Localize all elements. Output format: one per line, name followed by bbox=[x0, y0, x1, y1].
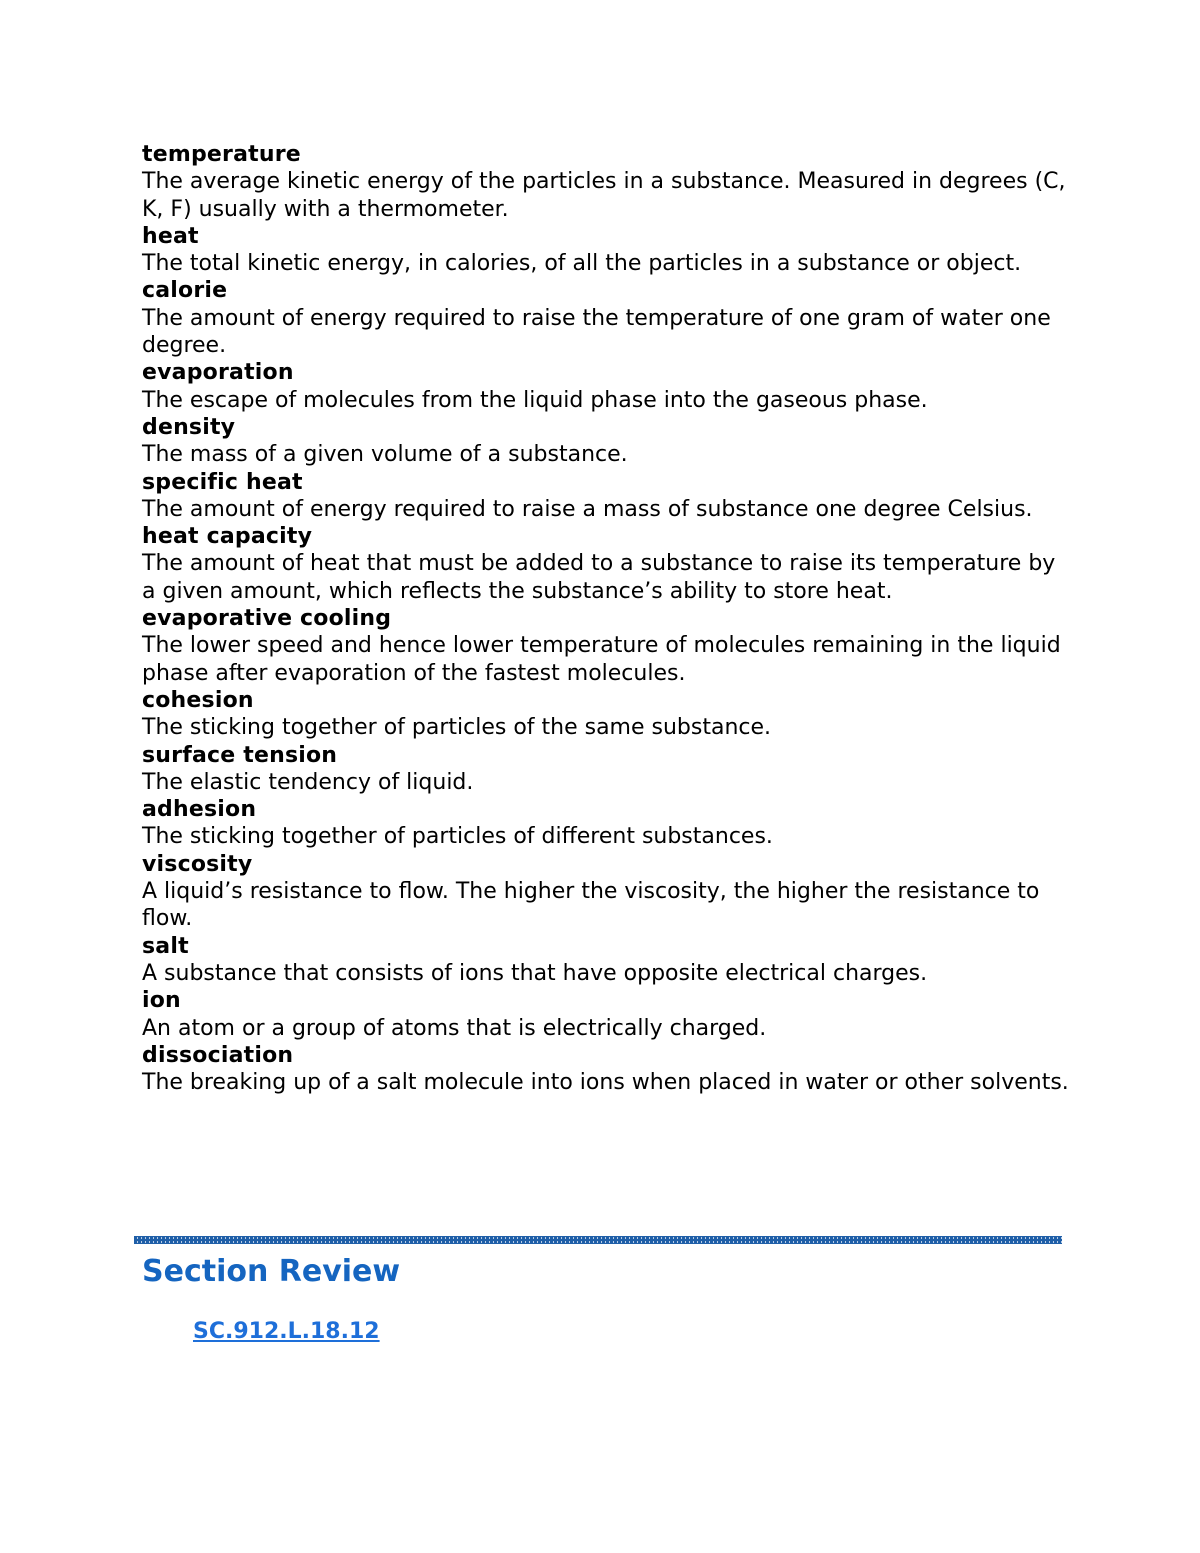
glossary-list bbox=[142, 141, 1072, 1096]
glossary-definition: An atom or a group of atoms that is electrically charged. bbox=[142, 1015, 767, 1041]
glossary-entry bbox=[142, 277, 1072, 359]
glossary-entry bbox=[142, 141, 1072, 223]
glossary-term: adhesion bbox=[142, 797, 257, 823]
glossary-entry bbox=[142, 987, 1072, 1042]
glossary-definition: The lower speed and hence lower temperature of molecules remaining in the liquid phase after evaporation of the fastest molecules. bbox=[142, 633, 1061, 686]
glossary-term: heat capacity bbox=[142, 524, 313, 550]
glossary-term: temperature bbox=[142, 142, 301, 167]
glossary-term: surface tension bbox=[142, 742, 338, 768]
glossary-term: ion bbox=[142, 988, 181, 1014]
glossary-definition: The sticking together of particles of the same substance. bbox=[142, 715, 772, 741]
glossary-definition: The breaking up of a salt molecule into ions when placed in water or other solvents. bbox=[142, 1070, 1069, 1096]
section-divider bbox=[134, 1236, 1062, 1244]
glossary-entry bbox=[142, 933, 1072, 988]
glossary-definition: A substance that consists of ions that have opposite electrical charges. bbox=[142, 960, 928, 986]
glossary-entry bbox=[142, 414, 1072, 469]
glossary-entry bbox=[142, 523, 1072, 605]
glossary-entry bbox=[142, 687, 1072, 742]
glossary-entry bbox=[142, 1042, 1072, 1097]
glossary-entry bbox=[142, 359, 1072, 414]
glossary-term: evaporative cooling bbox=[142, 606, 392, 632]
glossary-definition: A liquid’s resistance to flow. The higher the viscosity, the higher the resistance to flow. bbox=[142, 879, 1040, 932]
glossary-term: specific heat bbox=[142, 469, 303, 495]
glossary-page bbox=[142, 141, 1072, 1096]
glossary-definition: The sticking together of particles of different substances. bbox=[142, 824, 773, 850]
glossary-term: salt bbox=[142, 933, 189, 959]
glossary-definition: The amount of energy required to raise a mass of substance one degree Celsius. bbox=[142, 496, 1033, 522]
glossary-definition: The elastic tendency of liquid. bbox=[142, 769, 474, 795]
glossary-entry bbox=[142, 605, 1072, 687]
glossary-term: cohesion bbox=[142, 687, 254, 713]
glossary-term: viscosity bbox=[142, 851, 253, 877]
glossary-definition: The mass of a given volume of a substance. bbox=[142, 442, 628, 468]
glossary-term: calorie bbox=[142, 278, 228, 304]
glossary-entry bbox=[142, 796, 1072, 851]
glossary-term: heat bbox=[142, 223, 199, 249]
glossary-entry bbox=[142, 469, 1072, 524]
glossary-definition: The amount of heat that must be added to a substance to raise its temperature by a given amount, which reflects the substance’s ability to store heat. bbox=[142, 551, 1056, 604]
section-review-heading: Section Review bbox=[142, 1254, 401, 1289]
glossary-definition: The escape of molecules from the liquid phase into the gaseous phase. bbox=[142, 387, 928, 413]
glossary-entry bbox=[142, 851, 1072, 933]
glossary-definition: The average kinetic energy of the particles in a substance. Measured in degrees (C, K, F) usually with a thermometer. bbox=[142, 169, 1066, 222]
glossary-term: evaporation bbox=[142, 360, 294, 386]
glossary-entry bbox=[142, 223, 1072, 278]
glossary-definition: The total kinetic energy, in calories, of all the particles in a substance or object. bbox=[142, 251, 1022, 277]
standard-link[interactable]: SC.912.L.18.12 bbox=[193, 1319, 380, 1344]
glossary-term: density bbox=[142, 414, 236, 440]
glossary-definition: The amount of energy required to raise the temperature of one gram of water one degree. bbox=[142, 305, 1051, 359]
glossary-term: dissociation bbox=[142, 1042, 294, 1068]
glossary-entry bbox=[142, 742, 1072, 797]
